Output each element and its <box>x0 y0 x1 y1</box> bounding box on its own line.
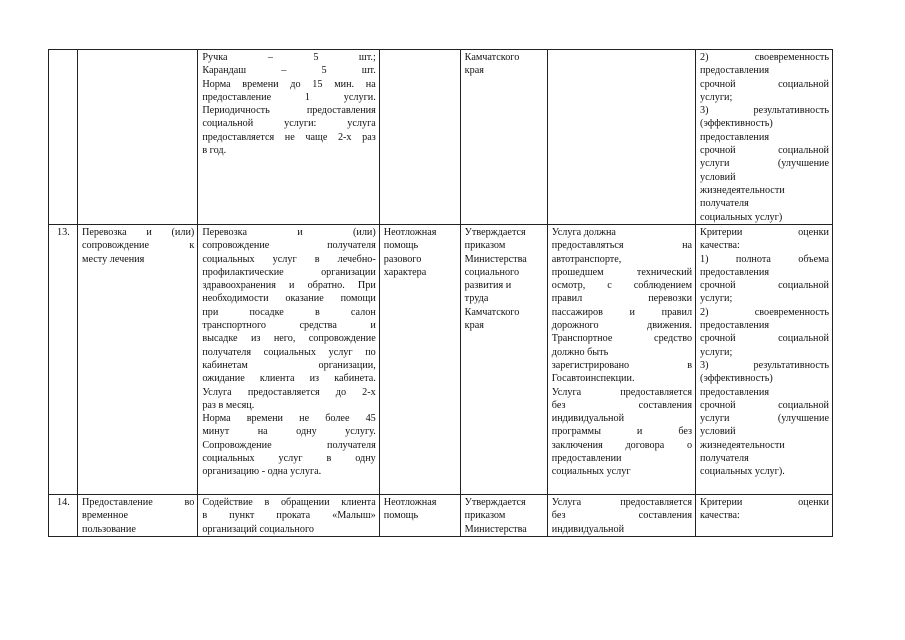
cell-text-line: организаций социального <box>202 523 314 535</box>
cell-text-line: профилактические организации <box>202 266 376 278</box>
cell-text-line: Министерства <box>464 523 527 535</box>
service-description-cell <box>198 50 379 225</box>
cell-text-line: края <box>464 65 484 77</box>
cell-text-line: зарегистрировано в <box>551 359 693 371</box>
quality-criteria-cell <box>696 495 833 537</box>
cell-text-line: Перевозка и (или) <box>202 227 376 238</box>
cell-text-line: осмотр, с соблюдением <box>551 280 693 292</box>
cell-text-line: социальных услуг). <box>700 466 785 478</box>
cell-text-line: (эффективность) <box>700 118 773 130</box>
cell-text-line: Утверждается <box>464 227 526 238</box>
cell-text-line: заключения договора о <box>551 439 693 451</box>
cell-text-line: здравоохранения и обратно. При <box>202 280 376 292</box>
cell-text-line: при посадке в салон <box>202 306 376 318</box>
cell-text-line: социальных услуг в одну <box>202 453 376 465</box>
cell-text-line: необходимости оказание помощи <box>202 293 376 305</box>
quality-criteria-cell <box>696 225 833 495</box>
cell-text-line: социальной услуги: услуга <box>202 118 376 130</box>
cell-text-line: Периодичность предоставления <box>202 105 376 117</box>
cell-text-line: дорожного движения. <box>551 320 693 332</box>
cell-text-line: срочной социальной <box>700 145 829 157</box>
cell-text-line: срочной социальной <box>700 333 829 345</box>
cell-text-line: развития и <box>464 280 512 292</box>
table-row <box>49 495 833 537</box>
cell-text-line: социальных услуг) <box>700 211 783 223</box>
cell-text-line: 1) полнота объема <box>700 253 829 265</box>
cell-text-line: предоставляется не чаще 2-х раз <box>202 131 376 143</box>
cell-text-line: срочной социальной <box>700 280 829 292</box>
table-row <box>49 50 833 225</box>
regulation-cell <box>460 495 547 537</box>
cell-text-line: без составления <box>551 399 693 411</box>
cell-text-line: месту лечения <box>82 253 145 265</box>
cell-text-line: ожидание клиента из кабинета. <box>202 373 376 385</box>
cell-text-line: индивидуальной <box>551 523 625 535</box>
cell-text-line: социального <box>464 266 520 278</box>
cell-text-line: социальных услуг в лечебно- <box>202 253 376 265</box>
cell-text-line: Камчатского <box>464 306 520 318</box>
cell-text-line: услуги (улучшение <box>700 158 829 170</box>
cell-text-line: Услуга предоставляется до 2-х <box>202 386 376 398</box>
cell-text-line: в пункт проката «Малыш» <box>202 510 376 522</box>
cell-text-line: характера <box>383 266 427 278</box>
cell-text-line: Перевозка и (или) <box>82 227 195 238</box>
service-name-cell <box>78 225 198 495</box>
cell-text-line: индивидуальной <box>551 413 625 425</box>
row-number: 13. <box>57 227 70 238</box>
cell-text-line: помощь <box>383 510 419 522</box>
cell-text-line: Сопровождение получателя <box>202 439 376 451</box>
cell-text-line: Критерии оценки <box>700 497 829 508</box>
cell-text-line: труда <box>464 293 489 305</box>
conditions-cell <box>547 225 695 495</box>
service-name-cell <box>78 50 198 225</box>
service-description-cell <box>198 225 379 495</box>
services-table <box>48 49 833 537</box>
regulation-cell <box>460 225 547 495</box>
service-description-cell <box>198 495 379 537</box>
cell-text-line: услуги; <box>700 346 733 358</box>
cell-text-line: получателя <box>700 198 749 210</box>
cell-text-line: социальных услуг <box>551 466 631 478</box>
cell-text-line: края <box>464 320 484 332</box>
cell-text-line: условий <box>700 171 736 183</box>
cell-text-line: услуги; <box>700 91 733 103</box>
cell-text-line: пользование <box>82 523 136 535</box>
urgency-cell <box>379 50 460 225</box>
cell-text-line: предоставления <box>700 131 770 143</box>
cell-text-line: получателя социальных услуг по <box>202 346 376 358</box>
cell-text-line: предоставления <box>700 386 770 398</box>
cell-text-line: Ручка – 5 шт.; <box>202 52 376 63</box>
row-number: 14. <box>57 497 70 508</box>
cell-text-line: Неотложная <box>383 497 437 508</box>
cell-text-line: Норма времени не более 45 <box>202 413 376 425</box>
cell-text-line: получателя <box>700 453 749 465</box>
cell-text-line: условий <box>700 426 736 438</box>
cell-text-line: предоставления <box>700 320 770 332</box>
cell-text-line: Транспортное средство <box>551 333 693 345</box>
cell-text-line: Министерства <box>464 253 527 265</box>
cell-text-line: 3) результативность <box>700 105 829 117</box>
cell-text-line: услуги; <box>700 293 733 305</box>
cell-text-line: минут на одну услугу. <box>202 426 376 438</box>
cell-text-line: помощь <box>383 240 419 252</box>
cell-text-line: прошедшем технический <box>551 266 693 278</box>
cell-text-line: жизнедеятельности <box>700 184 785 196</box>
cell-text-line: Услуга предоставляется <box>551 386 693 398</box>
urgency-cell <box>379 495 460 537</box>
cell-text-line: Норма времени до 15 мин. на <box>202 78 376 90</box>
cell-text-line: сопровождение к <box>82 240 195 252</box>
cell-text-line: временное <box>82 510 129 522</box>
cell-text-line: Критерии оценки <box>700 227 829 238</box>
cell-text-line: пассажиров и правил <box>551 306 693 318</box>
cell-text-line: предоставляться на <box>551 240 693 252</box>
cell-text-line: автотранспорте, <box>551 253 622 265</box>
service-name-cell <box>78 495 198 537</box>
cell-text-line: транспортного средства и <box>202 320 376 332</box>
cell-text-line: услуги (улучшение <box>700 413 829 425</box>
cell-text-line: Услуга предоставляется <box>551 497 693 508</box>
cell-text-line: организацию - одна услуга. <box>202 466 322 478</box>
cell-text-line: 3) результативность <box>700 359 829 371</box>
row-number-cell <box>49 50 78 225</box>
conditions-cell <box>547 50 695 225</box>
cell-text-line: Неотложная <box>383 227 437 238</box>
urgency-cell <box>379 225 460 495</box>
cell-text-line: правил перевозки <box>551 293 693 305</box>
cell-text-line: срочной социальной <box>700 399 829 411</box>
cell-text-line: Содействие в обращении клиента <box>202 497 376 508</box>
cell-text-line: (эффективность) <box>700 373 773 385</box>
cell-text-line: предоставления <box>700 65 770 77</box>
table-row <box>49 225 833 495</box>
cell-text-line: Камчатского <box>464 52 520 63</box>
cell-text-line: должно быть <box>551 346 609 358</box>
quality-criteria-cell <box>696 50 833 225</box>
cell-text-line: сопровождение получателя <box>202 240 376 252</box>
cell-text-line: Утверждается <box>464 497 526 508</box>
cell-text-line: 2) своевременность <box>700 306 829 318</box>
cell-text-line: срочной социальной <box>700 78 829 90</box>
cell-text-line: 2) своевременность <box>700 52 829 63</box>
cell-text-line: раз в месяц. <box>202 399 255 411</box>
row-number-cell <box>49 225 78 495</box>
conditions-cell <box>547 495 695 537</box>
cell-text-line: Госавтоинспекции. <box>551 373 635 385</box>
cell-text-line: без составления <box>551 510 693 522</box>
cell-text-line: Услуга должна <box>551 227 616 238</box>
cell-text-line: высадке из него, сопровождение <box>202 333 376 345</box>
cell-text-line: Предоставление во <box>82 497 195 508</box>
cell-text-line: предоставлении <box>551 453 622 465</box>
cell-text-line: кабинетам организации, <box>202 359 376 371</box>
regulation-cell <box>460 50 547 225</box>
cell-text-line: приказом <box>464 510 506 522</box>
cell-text-line: разового <box>383 253 422 265</box>
cell-text-line: жизнедеятельности <box>700 439 785 451</box>
cell-text-line: предоставления <box>700 266 770 278</box>
cell-text-line: предоставление 1 услуги. <box>202 91 376 103</box>
cell-text-line: Карандаш – 5 шт. <box>202 65 376 77</box>
cell-text-line: качества: <box>700 240 740 252</box>
cell-text-line: программы и без <box>551 426 693 438</box>
cell-text-line: приказом <box>464 240 506 252</box>
cell-text-line: качества: <box>700 510 740 522</box>
cell-text-line: в год. <box>202 145 227 157</box>
row-number-cell <box>49 495 78 537</box>
